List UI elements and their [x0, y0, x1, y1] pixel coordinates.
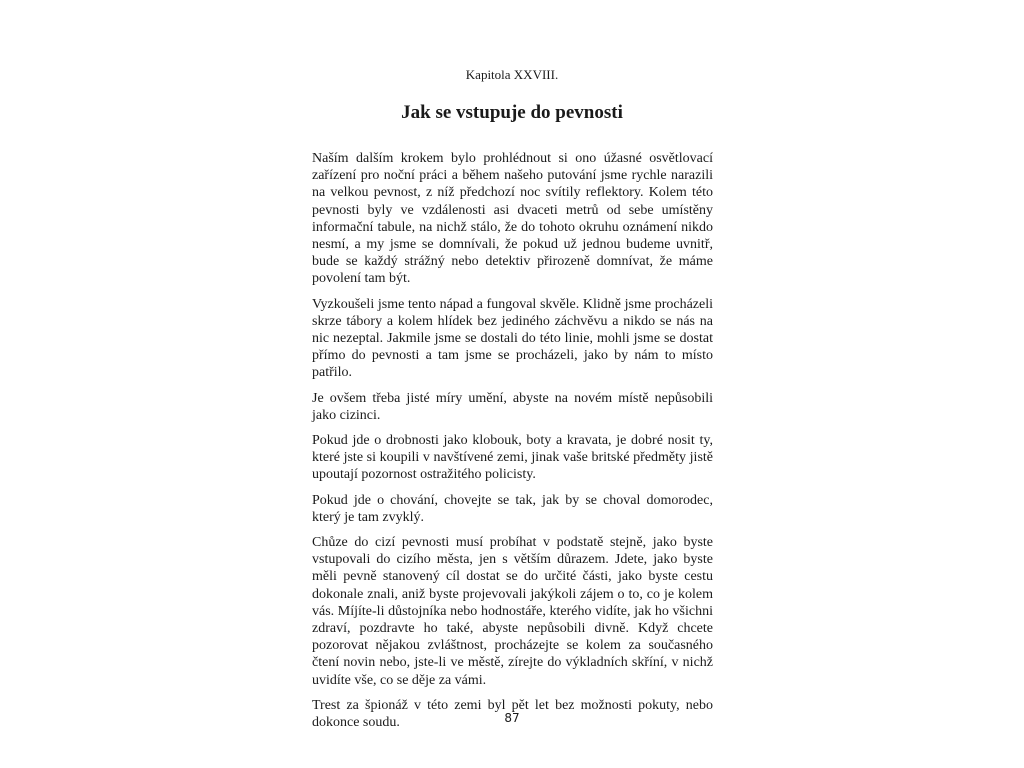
paragraph: Pokud jde o chování, chovejte se tak, jak by se choval domorodec, který je tam zvyklý. — [312, 492, 713, 525]
chapter-heading: Kapitola XXVIII. — [465, 67, 559, 82]
paragraph: Chůze do cizí pevnosti musí probíhat v podstatě stejně, jako byste vstupovali do cizího města, jen s větším důrazem. Jdete, jako byste měli pevně stanovený cíl dostat se do určité části, jako byste cestu dokonale znali, aniž byste projevovali jakýkoli zájem o to, co je kolem vás. Míjíte-li důstojníka nebo hodnostáře, kterého vidíte, jak ho všichni zdraví, pozdravte ho také, abyste nepůsobili divně. Když chcete pozorovat nějakou zvláštnost, procházejte se kolem za současného čtení novin nebo, jste-li ve městě, zírejte do výkladních skříní, v nichž uvidíte vše, co se děje za vámi. — [312, 535, 713, 688]
paragraph: Trest za špionáž v této zemi byl pět let bez možnosti pokuty, nebo dokonce soudu. — [312, 697, 713, 731]
paragraph: Je ovšem třeba jisté míry umění, abyste na novém místě nepůsobili jako cizinci. — [312, 390, 713, 423]
page-number: 87 — [504, 711, 520, 725]
body-text — [312, 150, 713, 739]
paragraph: Vyzkoušeli jsme tento nápad a fungoval skvěle. Klidně jsme procházeli skrze tábory a kolem hlídek bez jediného záchvěvu a nikdo se nás na nic nezeptal. Jakmile jsme se dostali do této linie, mohli jsme se dostat přímo do pevnosti a tam jsme se procházeli, jako by nám to místo patřilo. — [312, 296, 713, 381]
paragraph: Pokud jde o drobnosti jako klobouk, boty a kravata, je dobré nosit ty, které jste si koupili v navštívené zemi, jinak vaše britské předměty jistě upoutají pozornost ostražitého policisty. — [312, 433, 713, 483]
paragraph: Naším dalším krokem bylo prohlédnout si ono úžasné osvětlovací zařízení pro noční práci a během našeho putování jsme rychle narazili na velkou pevnost, z níž předchozí noc svítily reflektory. Kolem této pevnosti byly ve vzdálenosti asi dvaceti metrů od sebe umístěny informační tabule, na nichž stálo, že do tohoto okruhu oznámení nikdo nesmí, a my jsme se domnívali, že pokud už jednou budeme uvnitř, bude se každý strážný nebo detektiv přirozeně domnívat, že máme povolení tam být. — [312, 151, 713, 287]
page-title: Jak se vstupuje do pevnosti — [401, 102, 623, 123]
